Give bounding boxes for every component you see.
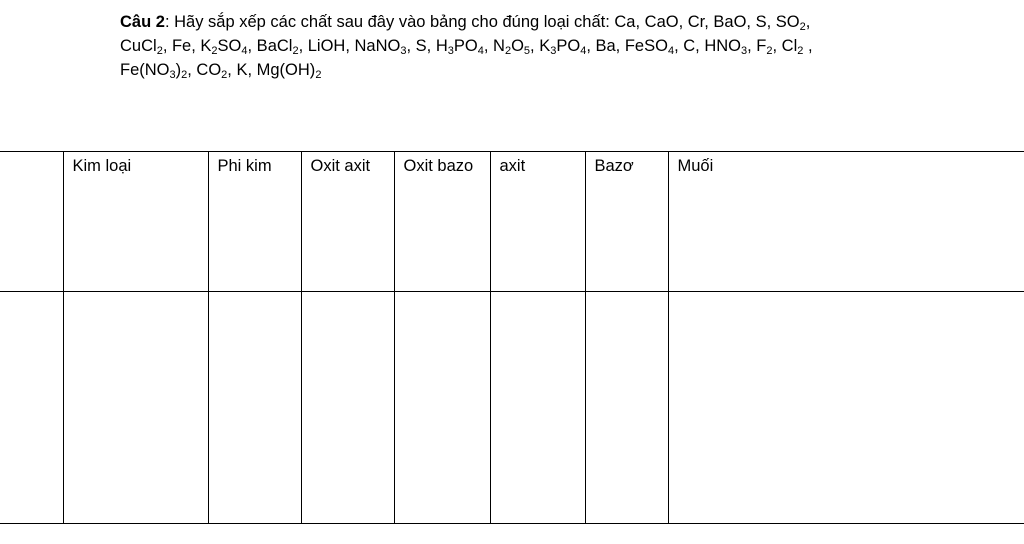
subscript: 4 [580, 45, 587, 57]
question-line-2: CuCl$_2$, Fe, $K_2SO_4$, BaCl$_2$, LiOH, NaNO$_3$, S, $H_3PO_4$, $N_2O_5$, $K_3PO_4$, Ba, FeSO$_4$, C, $HNO_3$, $F_2$, $Cl_2$ , [120, 37, 813, 57]
answer-cell-kim-loai[interactable] [63, 292, 208, 524]
subscript: 2 [221, 69, 228, 81]
answer-cell-oxit-axit[interactable] [301, 292, 394, 524]
subscript: 2 [797, 45, 804, 57]
subscript: 2 [766, 45, 773, 57]
header-cell-oxit-bazo[interactable]: Oxit bazo [394, 152, 490, 292]
subscript: 4 [477, 45, 484, 57]
question-label: Câu 2 [120, 13, 165, 31]
subscript: 2 [315, 69, 322, 81]
subscript: 2 [799, 21, 806, 33]
classification-table [0, 151, 1024, 524]
classification-table-wrapper [0, 151, 1024, 525]
subscript: 4 [667, 45, 675, 57]
subscript: 3 [400, 45, 407, 57]
answer-cell-axit[interactable] [490, 292, 585, 524]
subscript: 2 [156, 45, 163, 57]
header-cell-kim-loai[interactable]: Kim loại [63, 152, 208, 292]
header-cell-blank[interactable] [0, 152, 63, 292]
subscript: 2 [181, 69, 188, 81]
table-answer-row [0, 292, 1024, 524]
subscript: 5 [523, 45, 531, 57]
answer-cell-blank[interactable] [0, 292, 63, 524]
question-text [120, 10, 1000, 82]
header-cell-bazo[interactable]: Bazơ [585, 152, 668, 292]
answer-cell-oxit-bazo[interactable] [394, 292, 490, 524]
question-line-1 [120, 10, 1000, 34]
subscript: 3 [169, 69, 176, 81]
subscript: 2 [504, 45, 512, 57]
subscript: 3 [550, 45, 557, 57]
subscript: 3 [447, 45, 454, 57]
table-header-row [0, 152, 1024, 292]
subscript: 4 [241, 45, 248, 57]
subscript: 2 [292, 45, 299, 57]
answer-cell-phi-kim[interactable] [208, 292, 301, 524]
answer-cell-muoi[interactable] [668, 292, 1024, 524]
subscript: 2 [211, 45, 218, 57]
subscript: 3 [740, 45, 748, 57]
header-cell-oxit-axit[interactable]: Oxit axit [301, 152, 394, 292]
header-cell-muoi[interactable]: Muối [668, 152, 1024, 292]
answer-cell-bazo[interactable] [585, 292, 668, 524]
question-line-1-body: : Hãy sắp xếp các chất sau đây vào bảng cho đúng loại chất: Ca, CaO, Cr, BaO, S, $SO_2$, [164, 13, 811, 33]
header-cell-phi-kim[interactable]: Phi kim [208, 152, 301, 292]
header-cell-axit[interactable]: axit [490, 152, 585, 292]
question-line-3: $Fe(NO_3)_2$, $CO_2$, K, $Mg(OH)_2$ [120, 61, 322, 81]
